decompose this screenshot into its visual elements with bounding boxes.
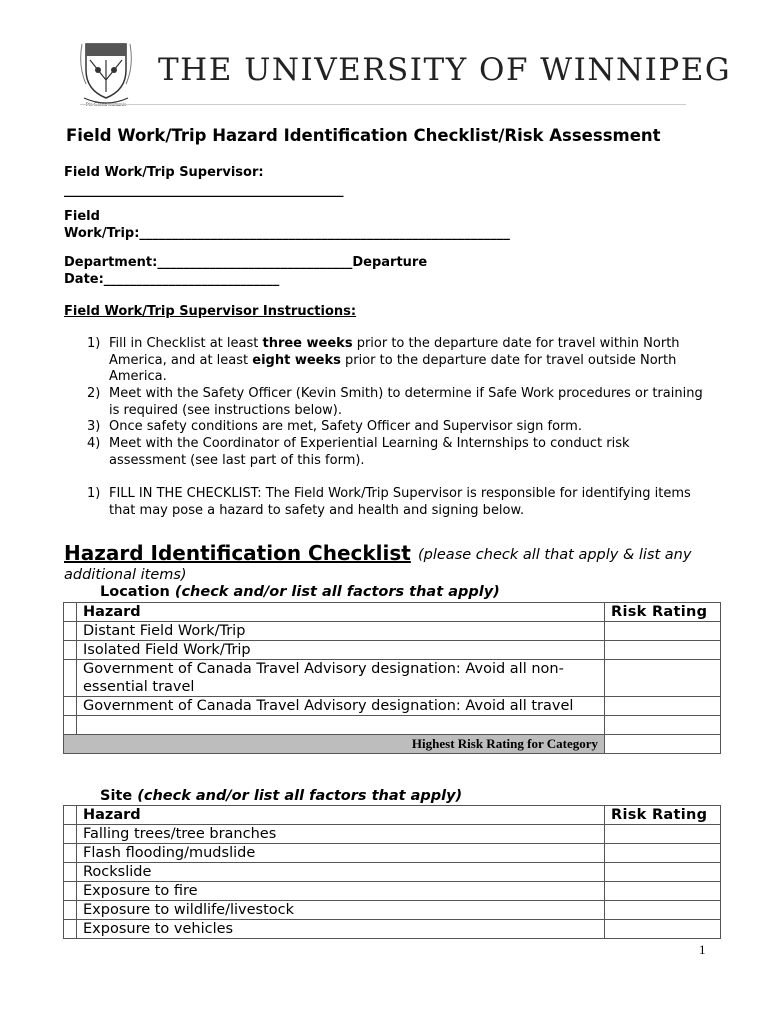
instruction-item: 2) Meet with the Safety Officer (Kevin Smith) to determine if Safe Work procedures or training is required (see instructions below). [87, 386, 703, 418]
highest-risk-row [64, 735, 721, 754]
location-category-label: Location (check and/or list all factors that apply) [100, 584, 500, 600]
hazard-checkbox[interactable] [64, 920, 77, 939]
risk-rating-cell[interactable] [605, 882, 721, 901]
supervisor-label: Field Work/Trip Supervisor: [64, 165, 264, 180]
hazard-checkbox[interactable] [64, 901, 77, 920]
risk-rating-cell[interactable] [605, 622, 721, 641]
table-row [64, 660, 721, 697]
table-row [64, 901, 721, 920]
hazard-label: Flash flooding/mudslide [77, 844, 605, 863]
risk-rating-cell[interactable] [605, 697, 721, 716]
site-hazard-table [63, 805, 721, 939]
instructions-heading: Field Work/Trip Supervisor Instructions: [64, 304, 357, 319]
hazard-label-blank[interactable] [77, 716, 605, 735]
fieldwork-label: Field [64, 209, 100, 224]
department-input-line[interactable]: Department:______________________________Departure [64, 255, 428, 270]
date-input-line[interactable]: Date:___________________________ [64, 272, 280, 287]
table-row [64, 920, 721, 939]
location-hazard-table [63, 602, 721, 754]
risk-rating-column-header: Risk Rating [605, 603, 721, 622]
hazard-label: Distant Field Work/Trip [77, 622, 605, 641]
checklist-subtitle-cont: additional items) [64, 567, 187, 583]
table-row [64, 863, 721, 882]
highest-risk-label: Highest Risk Rating for Category [64, 735, 605, 754]
hazard-label: Government of Canada Travel Advisory designation: Avoid all non-essential travel [77, 660, 605, 697]
hazard-checkbox[interactable] [64, 716, 77, 735]
university-crest-logo [76, 36, 136, 110]
instruction-item: 1) Fill in Checklist at least three weeks prior to the departure date for travel within North America, and at least eight weeks prior to the departure date for travel outside North America. [87, 336, 680, 384]
table-row [64, 844, 721, 863]
table-row [64, 882, 721, 901]
hazard-checkbox[interactable] [64, 641, 77, 660]
table-row [64, 641, 721, 660]
hazard-column-header: Hazard [77, 806, 605, 825]
university-name: THE UNIVERSITY OF WINNIPEG [158, 52, 732, 88]
site-category-label: Site (check and/or list all factors that apply) [100, 788, 463, 804]
highest-risk-cell[interactable] [605, 735, 721, 754]
table-row [64, 697, 721, 716]
risk-rating-cell[interactable] [605, 660, 721, 697]
hazard-label: Rockslide [77, 863, 605, 882]
hazard-checkbox[interactable] [64, 660, 77, 697]
instruction-item: 3) Once safety conditions are met, Safety Officer and Supervisor sign form. [87, 419, 582, 434]
table-row-blank [64, 716, 721, 735]
hazard-label: Exposure to vehicles [77, 920, 605, 939]
hazard-label: Government of Canada Travel Advisory designation: Avoid all travel [77, 697, 605, 716]
svg-text:Pro Gloria Humanis: Pro Gloria Humanis [85, 103, 127, 108]
hazard-label: Isolated Field Work/Trip [77, 641, 605, 660]
table-row [64, 622, 721, 641]
hazard-label: Exposure to wildlife/livestock [77, 901, 605, 920]
risk-rating-cell[interactable] [605, 844, 721, 863]
page-number: 1 [699, 942, 706, 957]
fieldwork-input-line[interactable]: Work/Trip:_________________________________________________________ [64, 226, 510, 241]
risk-rating-cell[interactable] [605, 716, 721, 735]
supervisor-input-line[interactable]: ___________________________________________ [64, 183, 344, 198]
hazard-checkbox[interactable] [64, 882, 77, 901]
hazard-checkbox[interactable] [64, 622, 77, 641]
hazard-label: Exposure to fire [77, 882, 605, 901]
risk-rating-cell[interactable] [605, 920, 721, 939]
risk-rating-cell[interactable] [605, 825, 721, 844]
checklist-subtitle: (please check all that apply & list any [418, 547, 692, 563]
table-header-row [64, 806, 721, 825]
instruction-item: 4) Meet with the Coordinator of Experiential Learning & Internships to conduct risk assessment (see last part of this form). [87, 436, 630, 468]
hazard-checkbox[interactable] [64, 697, 77, 716]
hazard-checkbox[interactable] [64, 863, 77, 882]
checklist-step: 1) FILL IN THE CHECKLIST: The Field Work/Trip Supervisor is responsible for identifying items that may pose a hazard to safety and health and signing below. [87, 486, 691, 518]
risk-rating-cell[interactable] [605, 901, 721, 920]
hazard-checkbox[interactable] [64, 825, 77, 844]
risk-rating-cell[interactable] [605, 863, 721, 882]
header-divider [80, 104, 686, 105]
hazard-column-header: Hazard [77, 603, 605, 622]
checklist-title: Hazard Identification Checklist [64, 541, 411, 565]
risk-rating-column-header: Risk Rating [605, 806, 721, 825]
risk-rating-cell[interactable] [605, 641, 721, 660]
document-title: Field Work/Trip Hazard Identification Checklist/Risk Assessment [66, 126, 661, 145]
hazard-checkbox[interactable] [64, 844, 77, 863]
table-row [64, 825, 721, 844]
hazard-label: Falling trees/tree branches [77, 825, 605, 844]
table-header-row [64, 603, 721, 622]
